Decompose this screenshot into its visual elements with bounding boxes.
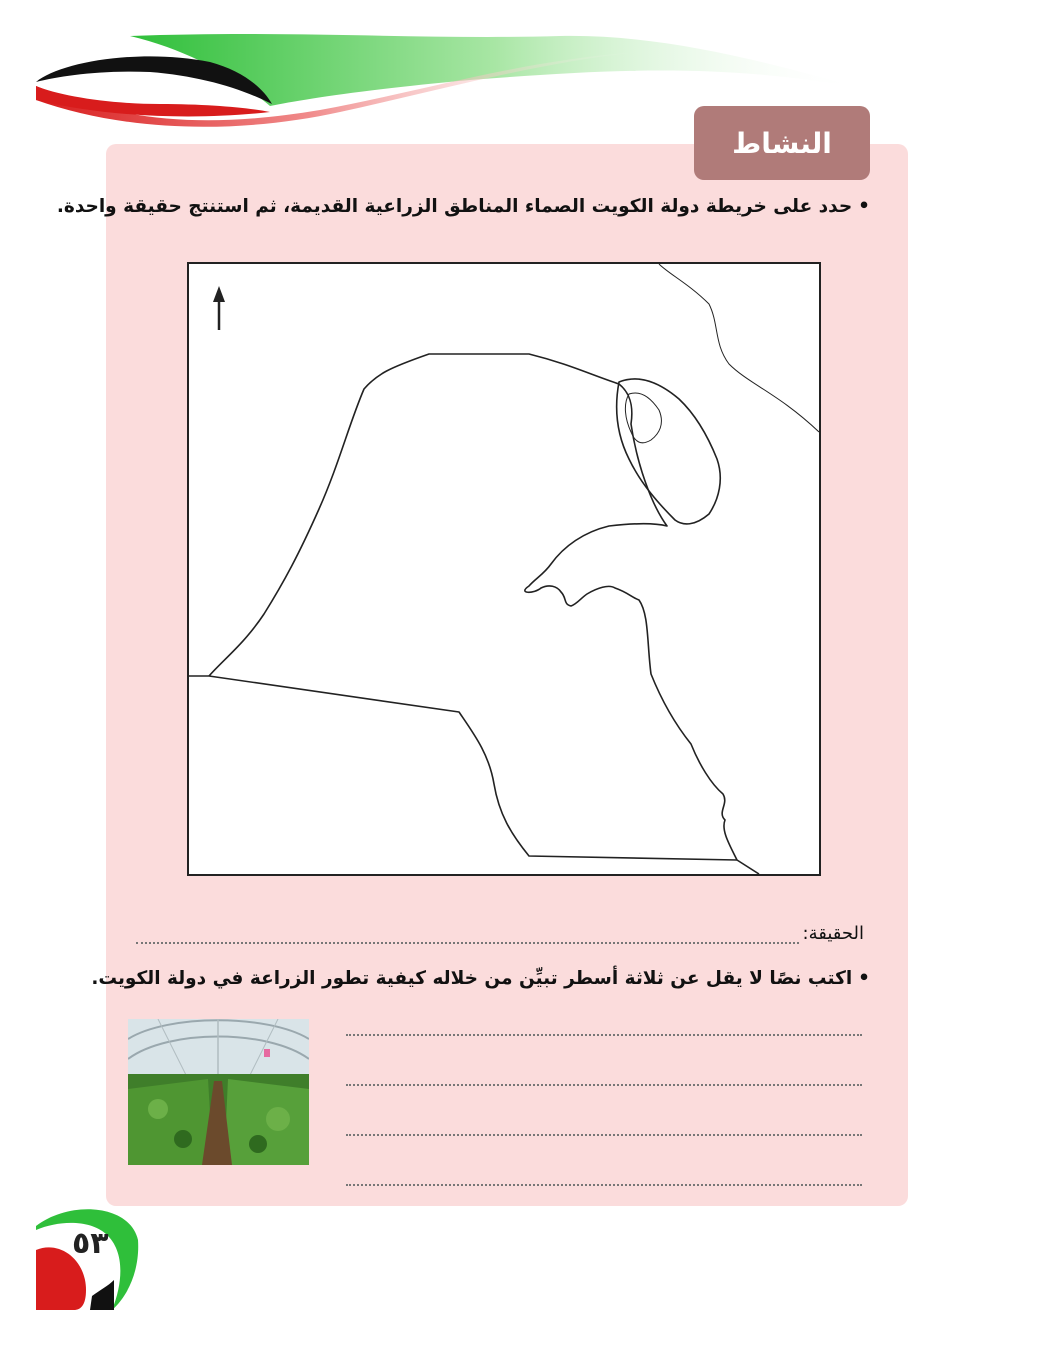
- answer-line-2[interactable]: [346, 1084, 862, 1086]
- answer-line-3[interactable]: [346, 1134, 862, 1136]
- page-number: ٥٣: [72, 1226, 109, 1261]
- instruction-map: [56, 196, 870, 217]
- kuwait-blank-map[interactable]: [187, 262, 821, 876]
- kuwait-outline-map: [189, 264, 819, 874]
- page-corner-decoration: [0, 1200, 160, 1346]
- instruction-text: [91, 968, 870, 989]
- answer-line-1[interactable]: [346, 1034, 862, 1036]
- fact-label: الحقيقة:: [802, 923, 864, 944]
- activity-title: النشاط: [694, 106, 870, 180]
- bullet-icon: •: [858, 196, 870, 217]
- instruction-text-body: اكتب نصًا لا يقل عن ثلاثة أسطر تبيِّن من خلاله كيفية تطور الزراعة في دولة الكويت.: [91, 968, 853, 989]
- answer-line-4[interactable]: [346, 1184, 862, 1186]
- instruction-map-text: حدد على خريطة دولة الكويت الصماء المناطق الزراعية القديمة، ثم استنتج حقيقة واحدة.: [56, 196, 853, 217]
- fact-answer-row[interactable]: [136, 914, 864, 944]
- fact-dotted-line[interactable]: [136, 928, 799, 944]
- greenhouse-photo: [128, 1019, 309, 1165]
- bullet-icon: •: [858, 968, 870, 989]
- flag-banner: [0, 0, 1062, 140]
